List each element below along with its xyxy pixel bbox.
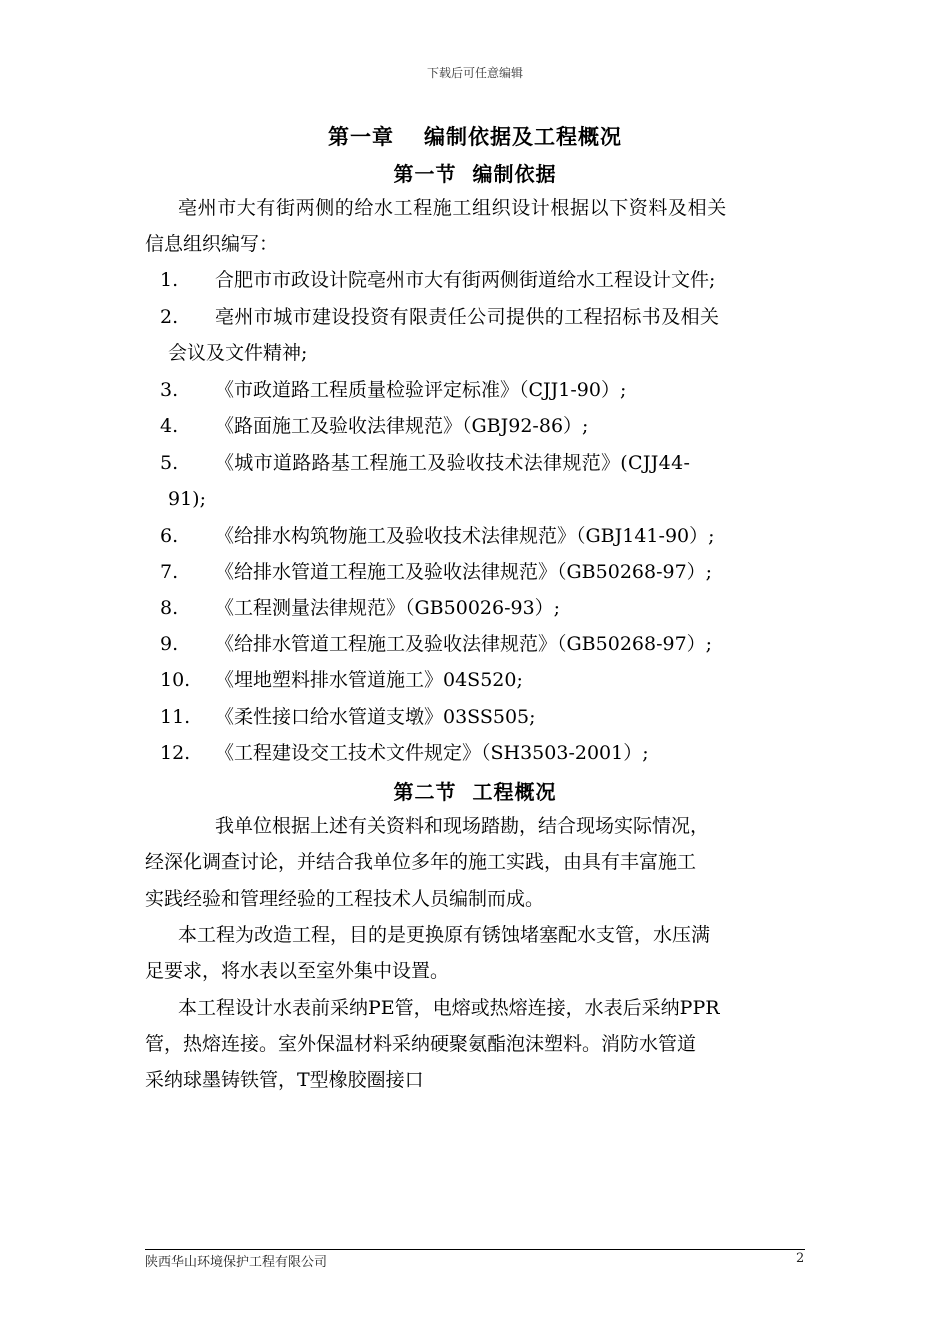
paragraph-line: 我单位根据上述有关资料和现场踏勘，结合现场实际情况， xyxy=(215,815,710,837)
list-item: 《柔性接口给水管道支墩》03SS505; xyxy=(215,706,536,728)
header-note: 下载后可任意编辑 xyxy=(426,66,523,80)
list-item-continuation: 会议及文件精神; xyxy=(168,342,308,364)
section-title-1 xyxy=(0,158,950,187)
footer-divider xyxy=(145,1249,805,1250)
list-number: 5. xyxy=(160,452,179,474)
list-number: 6. xyxy=(160,525,179,547)
list-item: 亳州市城市建设投资有限责任公司提供的工程招标书及相关 xyxy=(215,306,720,328)
list-number: 8. xyxy=(160,597,179,619)
chapter-label: 第一章 xyxy=(328,124,394,149)
list-item: 《给排水管道工程施工及验收法律规范》（GB50268-97）; xyxy=(215,561,713,583)
paragraph-line: 管，热熔连接。室外保温材料采纳硬聚氨酯泡沫塑料。消防水管道 xyxy=(145,1033,697,1055)
intro-line: 信息组织编写： xyxy=(145,233,279,255)
list-item: 《给排水构筑物施工及验收技术法律规范》（GBJ141-90）; xyxy=(215,525,715,547)
list-number: 12. xyxy=(160,742,191,764)
list-number: 4. xyxy=(160,415,179,437)
paragraph-line: 足要求，将水表以至室外集中设置。 xyxy=(145,960,450,982)
paragraph-line: 实践经验和管理经验的工程技术人员编制而成。 xyxy=(145,888,545,910)
paragraph-line: 采纳球墨铸铁管，T型橡胶圈接口 xyxy=(145,1069,424,1091)
list-number: 2. xyxy=(160,306,179,328)
list-number: 9. xyxy=(160,633,179,655)
paragraph-line: 本工程设计水表前采纳PE管，电熔或热熔连接，水表后采纳PPR xyxy=(178,997,720,1019)
page-number: 2 xyxy=(796,1251,805,1266)
list-item: 《工程测量法律规范》（GB50026-93）; xyxy=(215,597,561,619)
list-item: 《市政道路工程质量检验评定标准》（CJJ1-90）; xyxy=(215,379,627,401)
list-item: 合肥市市政设计院亳州市大有街两侧街道给水工程设计文件; xyxy=(215,269,716,291)
paragraph-line: 本工程为改造工程，目的是更换原有锈蚀堵塞配水支管，水压满 xyxy=(178,924,711,946)
section-title-2 xyxy=(0,776,950,805)
list-item: 《埋地塑料排水管道施工》04S520; xyxy=(215,669,523,691)
paragraph-line: 经深化调查讨论，并结合我单位多年的施工实践，由具有丰富施工 xyxy=(145,851,697,873)
list-number: 7. xyxy=(160,561,179,583)
list-item: 《工程建设交工技术文件规定》（SH3503-2001）; xyxy=(215,742,649,764)
chapter-heading: 编制依据及工程概况 xyxy=(424,124,622,149)
list-item: 《城市道路路基工程施工及验收技术法律规范》(CJJ44- xyxy=(215,452,691,474)
list-number: 3. xyxy=(160,379,179,401)
list-number: 10. xyxy=(160,669,191,691)
intro-line: 亳州市大有街两侧的给水工程施工组织设计根据以下资料及相关 xyxy=(178,197,727,219)
section-label: 第一节 xyxy=(393,162,457,186)
list-item: 《路面施工及验收法律规范》（GBJ92-86）; xyxy=(215,415,589,437)
section-label: 第二节 xyxy=(393,780,457,804)
chapter-title xyxy=(0,121,950,151)
list-number: 1. xyxy=(160,269,179,291)
list-number: 11. xyxy=(160,706,191,728)
list-item-continuation: 91); xyxy=(168,488,206,510)
section-heading: 工程概况 xyxy=(472,780,557,804)
list-item: 《给排水管道工程施工及验收法律规范》（GB50268-97）; xyxy=(215,633,713,655)
footer-company: 陕西华山环境保护工程有限公司 xyxy=(145,1255,328,1270)
section-heading: 编制依据 xyxy=(472,162,557,186)
